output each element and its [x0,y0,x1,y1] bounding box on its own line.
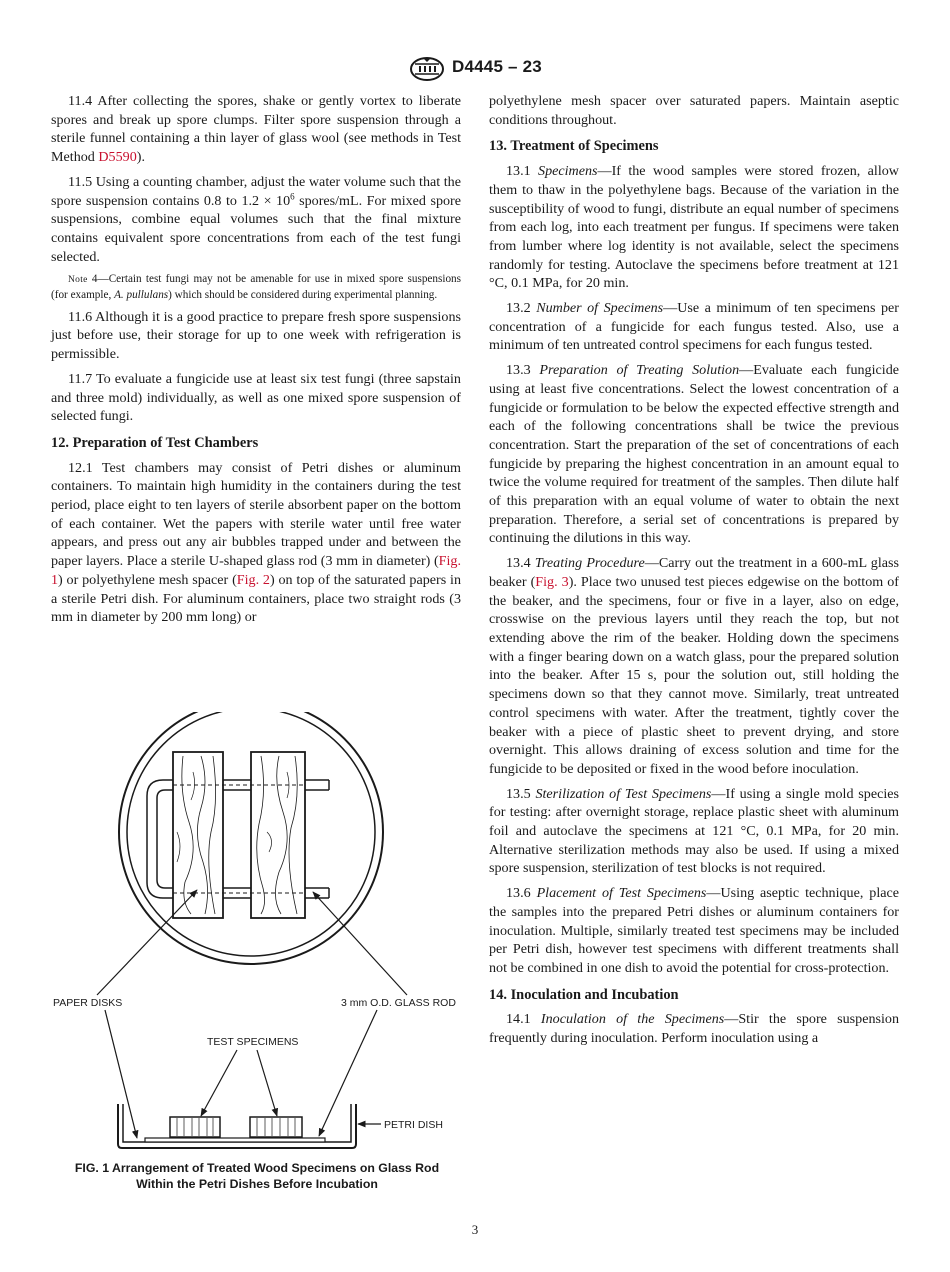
label-test-specimens: TEST SPECIMENS [207,1036,299,1048]
section-13-1: 13.1 Specimens—If the wood samples were stored frozen, allow them to thaw in the polyethylene bags. Because of the variation in the susceptibility of wood to fungi, distribute an equal number of specimens from each log, into each treatment per fungus. If specimens were taken from lumber where log identity is not available, select the specimens randomly for testing. Autoclave the specimens before treatment at 121 °C, 0.1 MPa, for 20 min. [489,163,899,292]
figure-1 [51,712,463,1162]
page-header [0,56,950,82]
link-fig-1[interactable]: Fig. 1 [51,553,461,588]
section-13-6: 13.6 Placement of Test Specimens—Using aseptic technique, place the samples into the prepared Petri dishes or aluminum containers for inoculation. Multiple, similarly treated test specimens may be included per Petri dish, however test specimens with different treatments shall not be combined in one dish to avoid the potential for cross-protection. [489,885,899,976]
label-paper-disks: PAPER DISKS [53,997,123,1009]
section-12-1-continued: polyethylene mesh spacer over saturated papers. Maintain aseptic conditions throughout. [489,93,899,128]
right-column [489,92,899,1054]
section-11-7: 11.7 To evaluate a fungicide use at least six test fungi (three sapstain and three mold) individually, as well as one mixed spore suspension of selected fungi. [51,370,461,425]
note-4: Note 4—Certain test fungi may not be amenable for use in mixed spore suspensions (for example, A. pullulans) which should be considered during experimental planning. [51,273,461,301]
section-13-3: 13.3 Preparation of Treating Solution—Evaluate each fungicide using at least five concentrations. Select the lowest concentration of a fungicide or formulation to be below the expected effective strength and each of the following concentrations shall be twice the previous concentration. Start the preparation of the set of concentrations of each fungicide by preparing the highest concentration in an amount equal to twice the volume required for treatment of the samples. Then dilute half of this preparation with an equal volume of water to obtain the next preparation. Therefore, a serial set of concentrations is prepared by continuing the dilutions in this way. [489,362,899,547]
section-11-4: 11.4 After collecting the spores, shake or gently vortex to liberate spores and break up spore clumps. Filter spore suspension through a sterile funnel containing a thin layer of glass wool (see methods in Test Method D5590). [51,93,461,166]
leader-arrows [97,890,407,1138]
label-glass-rod: 3 mm O.D. GLASS ROD [341,997,456,1009]
section-13-4: 13.4 Treating Procedure—Carry out the treatment in a 600-mL glass beaker (Fig. 3). Place two unused test pieces edgewise on the bottom of the beaker, and the specimens, four or five in a layer, also on edge, crosswise on the previous layers until they reach the top, but not extending above the rim of the beaker. Holding down the specimens with a finger bearing down on a watch glass, pour the prepared solution into the beaker. After 15 s, pour the solution out, still holding the specimens down so that they cannot move. Similarly, treat untreated control specimens with water. After the treatment, tightly cover the beaker with a piece of plastic sheet to prevent drying, and store overnight. This allows draining of excess solution and time for the fungicide to be deposited or fixed in the wood before inoculation. [489,555,899,777]
section-12-1: 12.1 Test chambers may consist of Petri dishes or aluminum containers. To maintain high humidity in the containers during the test period, place eight to ten layers of sterile absorbent paper on the bottom of each container. Wet the papers with sterile water until free water appears, and press out any air bubbles trapped under and between the paper layers. Place a sterile U-shaped glass rod (3 mm in diameter) (Fig. 1) or polyethylene mesh spacer (Fig. 2) on top of the saturated papers in a sterile Petri dish. For aluminum containers, place two straight rods (3 mm in diameter by 200 mm long) or [51,459,461,626]
document-number: D4445 – 23 [452,57,542,76]
section-13-2: 13.2 Number of Specimens—Use a minimum of ten specimens per concentration of a fungicide for each fungus tested. Also, use a minimum of ten untreated control specimens for each fungus tested. [489,300,899,354]
figure-1-drawing [51,712,463,1162]
label-petri-dish: PETRI DISH [384,1119,443,1131]
astm-logo-icon [409,56,445,82]
link-fig-2[interactable]: Fig. 2 [236,571,270,588]
left-column [51,92,461,633]
heading-section-12: 12. Preparation of Test Chambers [51,434,259,451]
link-d5590[interactable]: D5590 [98,149,137,166]
section-11-5: 11.5 Using a counting chamber, adjust the water volume such that the spore suspension contains 0.8 to $1.2 \times 10^6$ spores/mL. For mixed spore suspensions, combine equal volumes such that the final mixture contains equivalent spore concentrations from each of the test fungi selected. [51,173,461,265]
petri-dish-side-view [118,1104,356,1148]
page-number: 3 [471,1222,479,1237]
figure-1-caption: FIG. 1 Arrangement of Treated Wood Specimens on Glass Rod Within the Petri Dishes Before Incubation [74,1161,440,1191]
heading-section-13: 13. Treatment of Specimens [489,138,659,155]
section-14-1: 14.1 Inoculation of the Specimens—Stir the spore suspension frequently during inoculation. Perform inoculation using a [489,1011,899,1047]
heading-section-14: 14. Inoculation and Incubation [489,986,679,1003]
section-11-6: 11.6 Although it is a good practice to prepare fresh spore suspensions just before use, their storage for up to one week with refrigeration is permissible. [51,308,461,363]
link-fig-3[interactable]: Fig. 3 [535,573,569,590]
section-13-5: 13.5 Sterilization of Test Specimens—If using a single mold species for testing: after overnight storage, replace plastic sheet with aluminum foil and autoclave the specimens at 121 °C, 0.1 MPa, for 20 min. Alternative sterilization methods may also be used. If using a mixed spore suspension, sterilization of test blocks is not required. [489,785,899,877]
